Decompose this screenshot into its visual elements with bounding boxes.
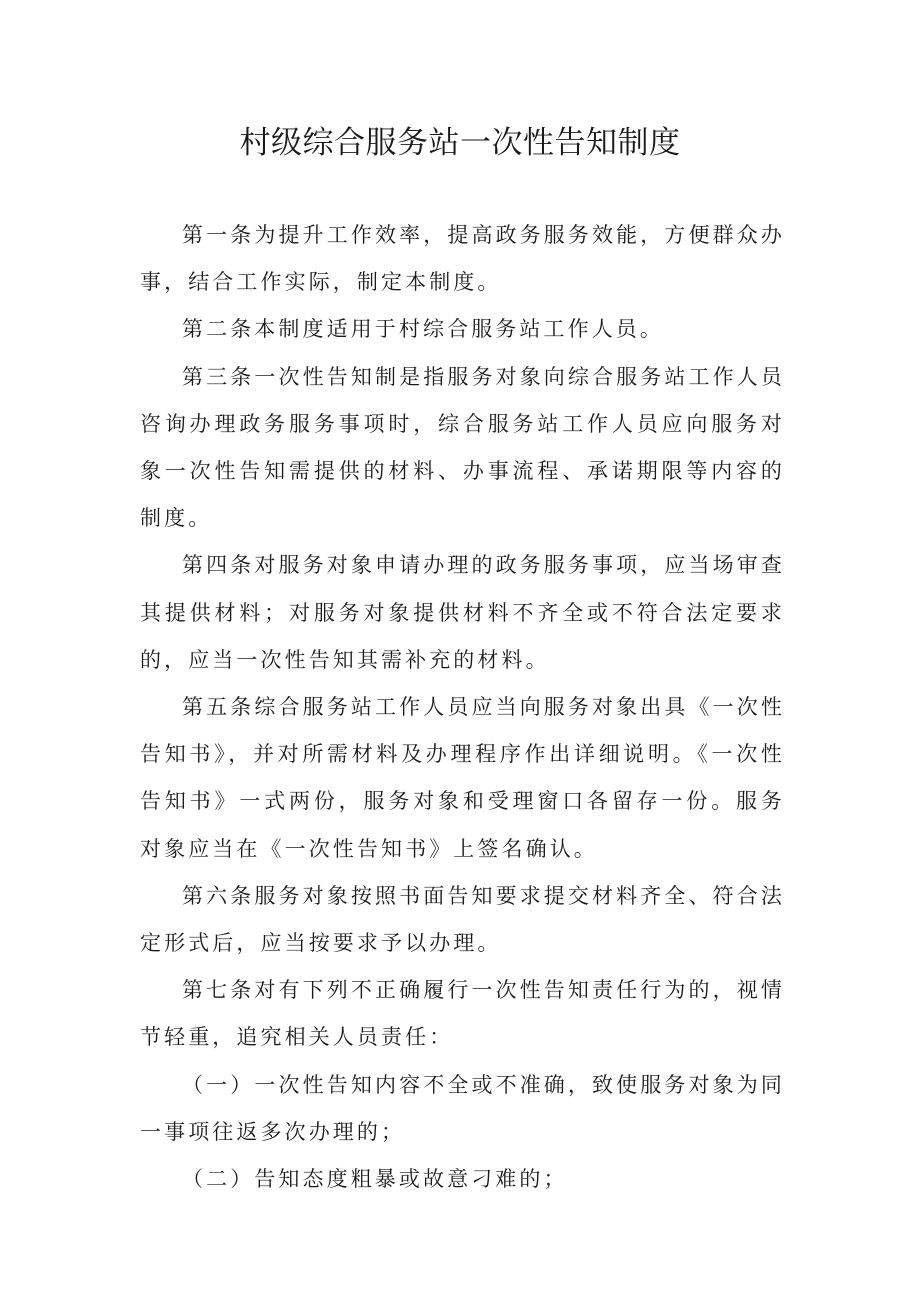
article-2: 第二条本制度适用于村综合服务站工作人员。 <box>182 317 664 342</box>
document-title: 村级综合服务站一次性告知制度 <box>239 125 681 161</box>
article-7: 第七条对有下列不正确履行一次性告知责任行为的，视情节轻重，追究相关人员责任： <box>140 978 785 1050</box>
article-6: 第六条服务对象按照书面告知要求提交材料齐全、符合法定形式后，应当按要求予以办理。 <box>140 883 785 956</box>
article-5: 第五条综合服务站工作人员应当向服务对象出具《一次性告知书》，并对所需材料及办理程序作出详细说明。《一次性告知书》一式两份，服务对象和受理窗口各留存一份。服务对象应当在《一次性告知书》上签名确认。 <box>140 695 785 861</box>
document-body <box>140 212 785 1203</box>
article-7-item-1: （一）一次性告知内容不全或不准确，致使服务对象为同一事项往返多次办理的； <box>140 1072 785 1144</box>
article-7-item-2: （二）告知态度粗暴或故意刁难的； <box>182 1167 568 1192</box>
article-3: 第三条一次性告知制是指服务对象向综合服务站工作人员咨询办理政务服务事项时，综合服务站工作人员应向服务对象一次性告知需提供的材料、办事流程、承诺期限等内容的制度。 <box>140 364 785 531</box>
article-4: 第四条对服务对象申请办理的政务服务事项，应当场审查其提供材料；对服务对象提供材料不齐全或不符合法定要求的，应当一次性告知其需补充的材料。 <box>140 553 785 672</box>
article-1: 第一条为提升工作效率，提高政务服务效能，方便群众办事，结合工作实际，制定本制度。 <box>140 223 785 295</box>
